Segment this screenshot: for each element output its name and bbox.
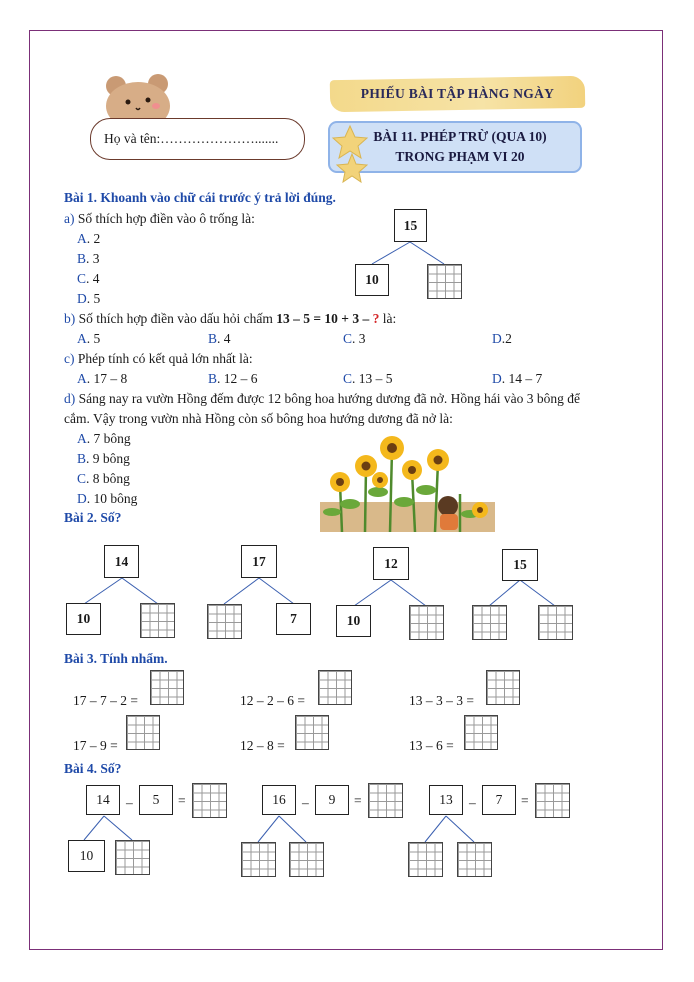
bai1b-option-a[interactable]: A. 5 <box>77 331 101 346</box>
bai1a-option-a[interactable]: A. 2 <box>77 231 101 246</box>
bai1a-option-c[interactable]: C. 4 <box>77 271 100 286</box>
bai2-tree3-top: 12 <box>373 547 409 580</box>
bai3-item2-grid[interactable] <box>318 670 352 705</box>
bai2-tree2-top: 17 <box>241 545 277 578</box>
bai1c-option-c[interactable]: C. 13 – 5 <box>343 371 393 386</box>
bai4-item3-a: 13 <box>429 785 463 815</box>
bai1c-option-d[interactable]: D. 14 – 7 <box>492 371 543 386</box>
lesson-title-line1: BÀI 11. PHÉP TRỪ (QUA 10) <box>373 129 547 144</box>
bai3-item5: 12 – 8 = <box>240 738 285 753</box>
bai4-item2-equals: = <box>354 793 362 808</box>
bai1a-question <box>64 210 255 227</box>
bai4-item3-b: 7 <box>482 785 516 815</box>
bai1c-option-a[interactable]: A. 17 – 8 <box>77 371 128 386</box>
bai2-tree2-right: 7 <box>276 603 311 635</box>
bai3-item4-grid[interactable] <box>126 715 160 750</box>
bai2-tree1-right-grid[interactable] <box>140 603 175 638</box>
bai1b-option-d[interactable]: D.2 <box>492 331 512 346</box>
bai4-heading: Bài 4. Số? <box>64 761 122 776</box>
bai4-item3-split-left-grid[interactable] <box>408 842 443 877</box>
name-label[interactable]: Họ và tên:…………………....... <box>104 131 279 146</box>
bai1d-question-line2: cắm. Vậy trong vườn nhà Hồng còn số bông hoa hướng dương đã nở là: <box>64 411 453 426</box>
bai4-item2-result-grid[interactable] <box>368 783 403 818</box>
bai2-heading: Bài 2. Số? <box>64 510 122 525</box>
bai3-item2: 12 – 2 – 6 = <box>240 693 305 708</box>
bai4-item2-minus: – <box>302 795 309 810</box>
bai2-tree2-left-grid[interactable] <box>207 604 242 639</box>
bai1d-option-c[interactable]: C. 8 bông <box>77 471 130 486</box>
bai1a-text: Số thích hợp điền vào ô trống là: <box>77 211 255 226</box>
bai3-heading: Bài 3. Tính nhẩm. <box>64 651 168 666</box>
bai4-item3-minus: – <box>469 795 476 810</box>
bai4-item3-result-grid[interactable] <box>535 783 570 818</box>
bai4-item2-split-right-grid[interactable] <box>289 842 324 877</box>
bai1a-label: a) <box>64 211 75 226</box>
bai1a-answer-grid[interactable] <box>427 264 462 299</box>
lesson-title <box>340 127 580 167</box>
bai4-item1-minus: – <box>126 795 133 810</box>
bai3-item4: 17 – 9 = <box>73 738 118 753</box>
bai3-item6: 13 – 6 = <box>409 738 454 753</box>
bai4-item1-a: 14 <box>86 785 120 815</box>
bai1b-option-c[interactable]: C. 3 <box>343 331 366 346</box>
bai1d-option-b[interactable]: B. 9 bông <box>77 451 130 466</box>
bai3-item6-grid[interactable] <box>464 715 498 750</box>
bai2-tree4-top: 15 <box>502 549 538 581</box>
bai1d-option-a[interactable]: A. 7 bông <box>77 431 131 446</box>
bai4-item1-b: 5 <box>139 785 173 815</box>
bai2-tree1-top: 14 <box>104 545 139 578</box>
bai4-item1-split-left: 10 <box>68 840 105 872</box>
bai2-tree1-left: 10 <box>66 603 101 635</box>
bai3-item1-grid[interactable] <box>150 670 184 705</box>
bai3-item3: 13 – 3 – 3 = <box>409 693 474 708</box>
bai2-tree4-left-grid[interactable] <box>472 605 507 640</box>
bai4-item3-split-right-grid[interactable] <box>457 842 492 877</box>
bai1a-tree-top: 15 <box>394 209 427 242</box>
bai1b-question: b) Số thích hợp điền vào dấu hỏi chấm 13 – 5 = 10 + 3 – ? là: <box>64 311 397 326</box>
bai1b-option-b[interactable]: B. 4 <box>208 331 231 346</box>
bai4-item2-a: 16 <box>262 785 296 815</box>
bai4-item1-split-right-grid[interactable] <box>115 840 150 875</box>
bai4-item2-split-left-grid[interactable] <box>241 842 276 877</box>
bai1a-option-d[interactable]: D. 5 <box>77 291 101 306</box>
bai1c-option-b[interactable]: B. 12 – 6 <box>208 371 258 386</box>
bai2-tree3-right-grid[interactable] <box>409 605 444 640</box>
bai2-tree4-right-grid[interactable] <box>538 605 573 640</box>
bai3-item1: 17 – 7 – 2 = <box>73 693 138 708</box>
lesson-title-line2: TRONG PHẠM VI 20 <box>395 149 525 164</box>
bai1a-option-b[interactable]: B. 3 <box>77 251 100 266</box>
bai4-item2-b: 9 <box>315 785 349 815</box>
bai4-item3-equals: = <box>521 793 529 808</box>
bai1-heading: Bài 1. Khoanh vào chữ cái trước ý trả lời đúng. <box>64 190 336 205</box>
bai1c-question: c) Phép tính có kết quả lớn nhất là: <box>64 351 253 366</box>
bai1d-option-d[interactable]: D. 10 bông <box>77 491 138 506</box>
bai1a-tree-left: 10 <box>355 264 389 296</box>
bai3-item5-grid[interactable] <box>295 715 329 750</box>
page-title: PHIẾU BÀI TẬP HÀNG NGÀY <box>360 86 555 101</box>
bai4-item1-equals: = <box>178 793 186 808</box>
bai1d-question-line1: d) Sáng nay ra vườn Hồng đếm được 12 bông hoa hướng dương đã nở. Hồng hái vào 3 bông để <box>64 391 581 406</box>
bai2-tree3-left: 10 <box>336 605 371 637</box>
bai4-item1-result-grid[interactable] <box>192 783 227 818</box>
bai3-item3-grid[interactable] <box>486 670 520 705</box>
sunflower-illustration-icon <box>320 432 495 532</box>
